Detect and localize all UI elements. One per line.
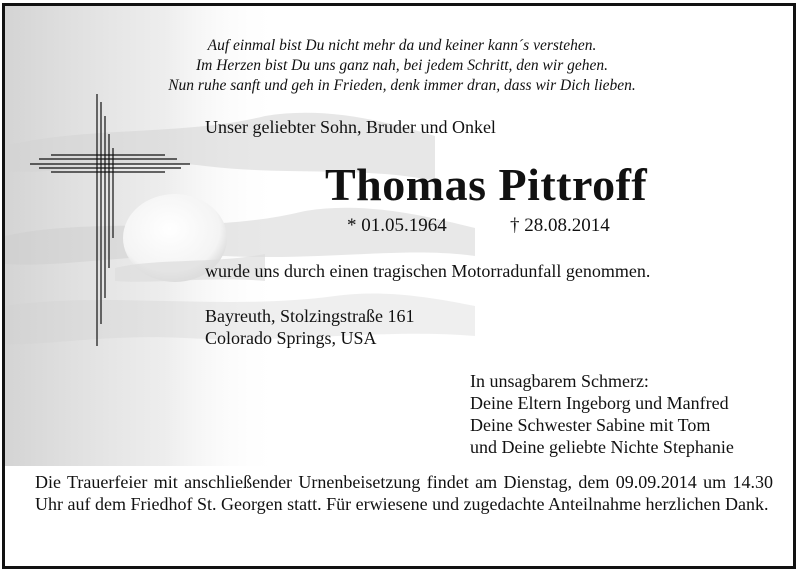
- mourners-line-1: Deine Eltern Ingeborg und Manfred: [470, 393, 729, 413]
- mourners-line-2: Deine Schwester Sabine mit Tom: [470, 415, 711, 435]
- poem-line-1: Auf einmal bist Du nicht mehr da und keiner kann´s verstehen.: [207, 37, 597, 54]
- address-line-1: Bayreuth, Stolzingstraße 161: [205, 306, 415, 326]
- death-date: † 28.08.2014: [510, 215, 610, 236]
- funeral-notice: Die Trauerfeier mit anschließender Urnenbeisetzung findet am Dienstag, dem 09.09.2014 um 14.30 Uhr auf dem Friedhof St. Georgen statt. Für erwiesene und zugedachte Anteilnahme herzlichen Dank.: [35, 472, 773, 514]
- cause-text: wurde uns durch einen tragischen Motorradunfall genommen.: [205, 261, 651, 281]
- address-line-2: Colorado Springs, USA: [205, 328, 377, 348]
- mourners-line-3: und Deine geliebte Nichte Stephanie: [470, 437, 734, 457]
- obituary-card: [2, 3, 796, 569]
- intro-text: Unser geliebter Sohn, Bruder und Onkel: [205, 117, 496, 137]
- deceased-name: Thomas Pittroff: [325, 159, 648, 210]
- poem-line-3: Nun ruhe sanft und geh in Frieden, denk immer dran, dass wir Dich lieben.: [168, 77, 636, 94]
- birth-date: * 01.05.1964: [347, 215, 447, 236]
- poem-line-2: Im Herzen bist Du uns ganz nah, bei jedem Schritt, den wir gehen.: [196, 57, 608, 74]
- mourners-heading: In unsagbarem Schmerz:: [470, 371, 649, 391]
